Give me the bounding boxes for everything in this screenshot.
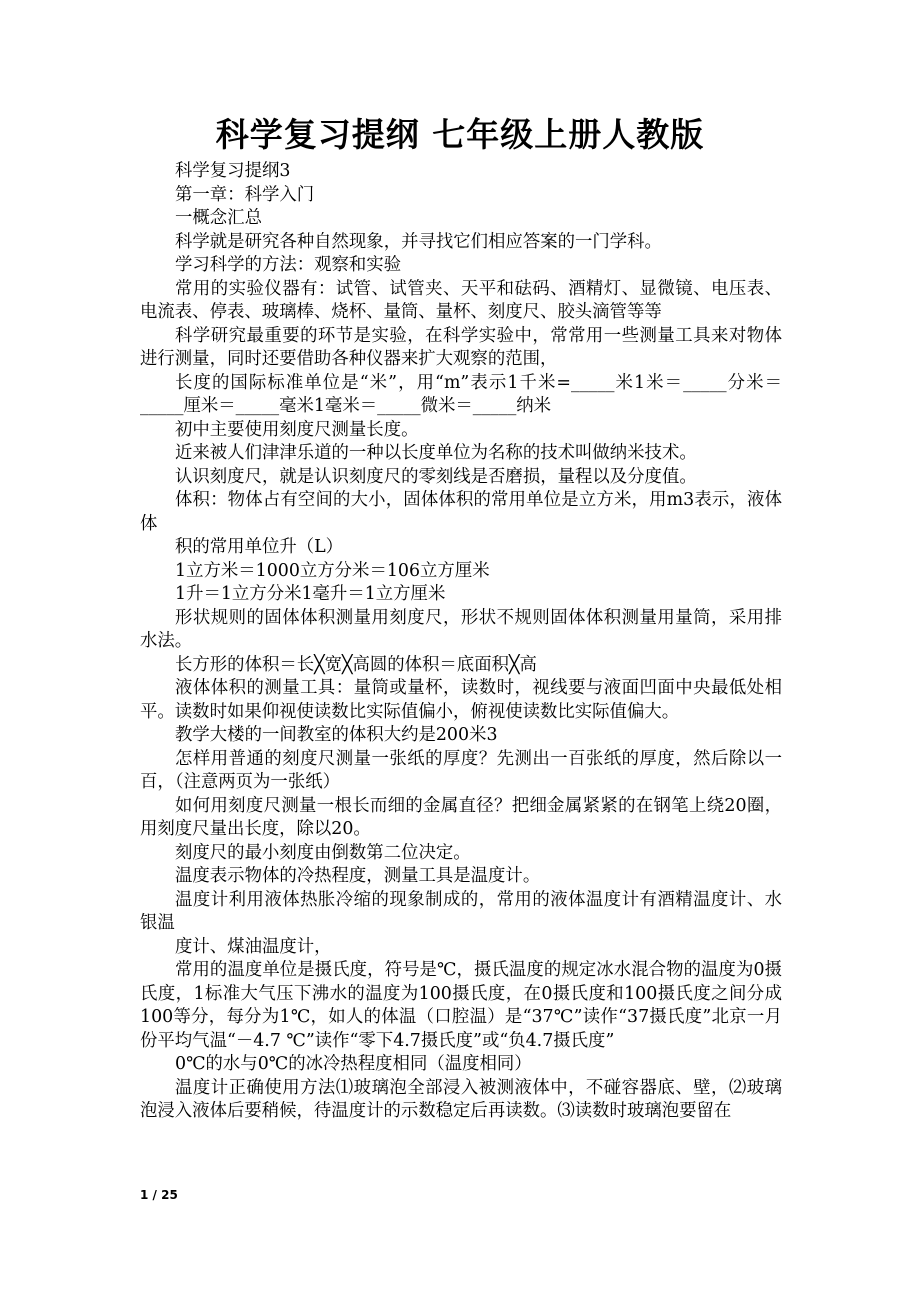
document-title: 科学复习提纲 七年级上册人教版 — [215, 115, 705, 154]
paragraph: 教学大楼的一间教室的体积大约是200米3 — [175, 725, 498, 745]
paragraph: 怎样用普通的刻度尺测量一张纸的厚度？先测出一百张纸的厚度，然后除以一百，（注意两页为一张纸） — [140, 748, 782, 792]
paragraph: 长方形的体积＝长╳宽╳高圆的体积＝底面积╳高 — [175, 654, 537, 675]
paragraph: 第一章：科学入门 — [175, 184, 315, 205]
paragraph: 0℃的水与0℃的冰冷热程度相同（温度相同） — [175, 1054, 532, 1074]
page-indicator: 1 / 25 — [140, 1188, 178, 1202]
paragraph: 1升＝1立方分米1毫升＝1立方厘米 — [175, 584, 446, 604]
paragraph: 温度计正确使用方法⑴玻璃泡全部浸入被测液体中，不碰容器底、壁，⑵玻璃泡浸入液体后要稍候，待温度计的示数稳定后再读数。⑶读数时玻璃泡要留在 — [140, 1077, 782, 1121]
paragraph: 刻度尺的最小刻度由倒数第二位决定。 — [175, 842, 471, 863]
paragraph: 体积：物体占有空间的大小，固体体积的常用单位是立方米，用m3表示，液体体 — [140, 490, 782, 534]
paragraph: 度计、煤油温度计， — [175, 936, 332, 957]
paragraph: 科学研究最重要的环节是实验，在科学实验中，常常用一些测量工具来对物体进行测量，同时还要借助各种仪器来扩大观察的范围， — [140, 325, 782, 369]
paragraph: 常用的温度单位是摄氏度，符号是℃，摄氏温度的规定冰水混合物的温度为0摄氏度，1标准大气压下沸水的温度为100摄氏度，在0摄氏度和100摄氏度之间分成100等分，每分为1℃，如人的体温（口腔温）是“37℃”读作“37摄氏度”北京一月份平均气温“－4.7 ℃”读作“零下4.7摄氏度”或“负4.7摄氏度” — [140, 960, 782, 1051]
paragraph: 积的常用单位升（L） — [175, 537, 344, 557]
paragraph: 温度表示物体的冷热程度，测量工具是温度计。 — [175, 866, 541, 886]
paragraph: 科学复习提纲3 — [175, 161, 291, 181]
document-body — [140, 160, 782, 1124]
paragraph: 近来被人们津津乐道的一种以长度单位为名称的技术叫做纳米技术。 — [175, 443, 697, 463]
paragraph: 一概念汇总 — [175, 208, 262, 228]
paragraph: 如何用刻度尺测量一根长而细的金属直径？把细金属紧紧的在钢笔上绕20圈，用刻度尺量出长度，除以20。 — [140, 795, 782, 839]
paragraph: 常用的实验仪器有：试管、试管夹、天平和砝码、酒精灯、显微镜、电压表、电流表、停表、玻璃棒、烧杯、量筒、量杯、刻度尺、胶头滴管等等 — [140, 278, 782, 322]
paragraph: 1立方米＝1000立方分米＝106立方厘米 — [175, 560, 490, 581]
paragraph: 形状规则的固体体积测量用刻度尺，形状不规则固体体积测量用量筒，采用排水法。 — [140, 607, 782, 651]
paragraph: 科学就是研究各种自然现象，并寻找它们相应答案的一门学科。 — [175, 231, 662, 252]
paragraph: 温度计利用液体热胀冷缩的现象制成的，常用的液体温度计有酒精温度计、水银温 — [140, 889, 782, 933]
paragraph: 学习科学的方法：观察和实验 — [175, 255, 402, 275]
paragraph: 认识刻度尺，就是认识刻度尺的零刻线是否磨损，量程以及分度值。 — [175, 466, 697, 487]
paragraph: 液体体积的测量工具：量筒或量杯，读数时，视线要与液面凹面中央最低处相平。读数时如果仰视使读数比实际值偏小，俯视使读数比实际值偏大。 — [140, 678, 782, 722]
paragraph: 长度的国际标准单位是“米”，用“m”表示1千米=_____米1米＝_____分米＝_____厘米＝_____毫米1毫米＝_____微米＝_____纳米 — [140, 372, 782, 416]
paragraph: 初中主要使用刻度尺测量长度。 — [175, 419, 419, 440]
